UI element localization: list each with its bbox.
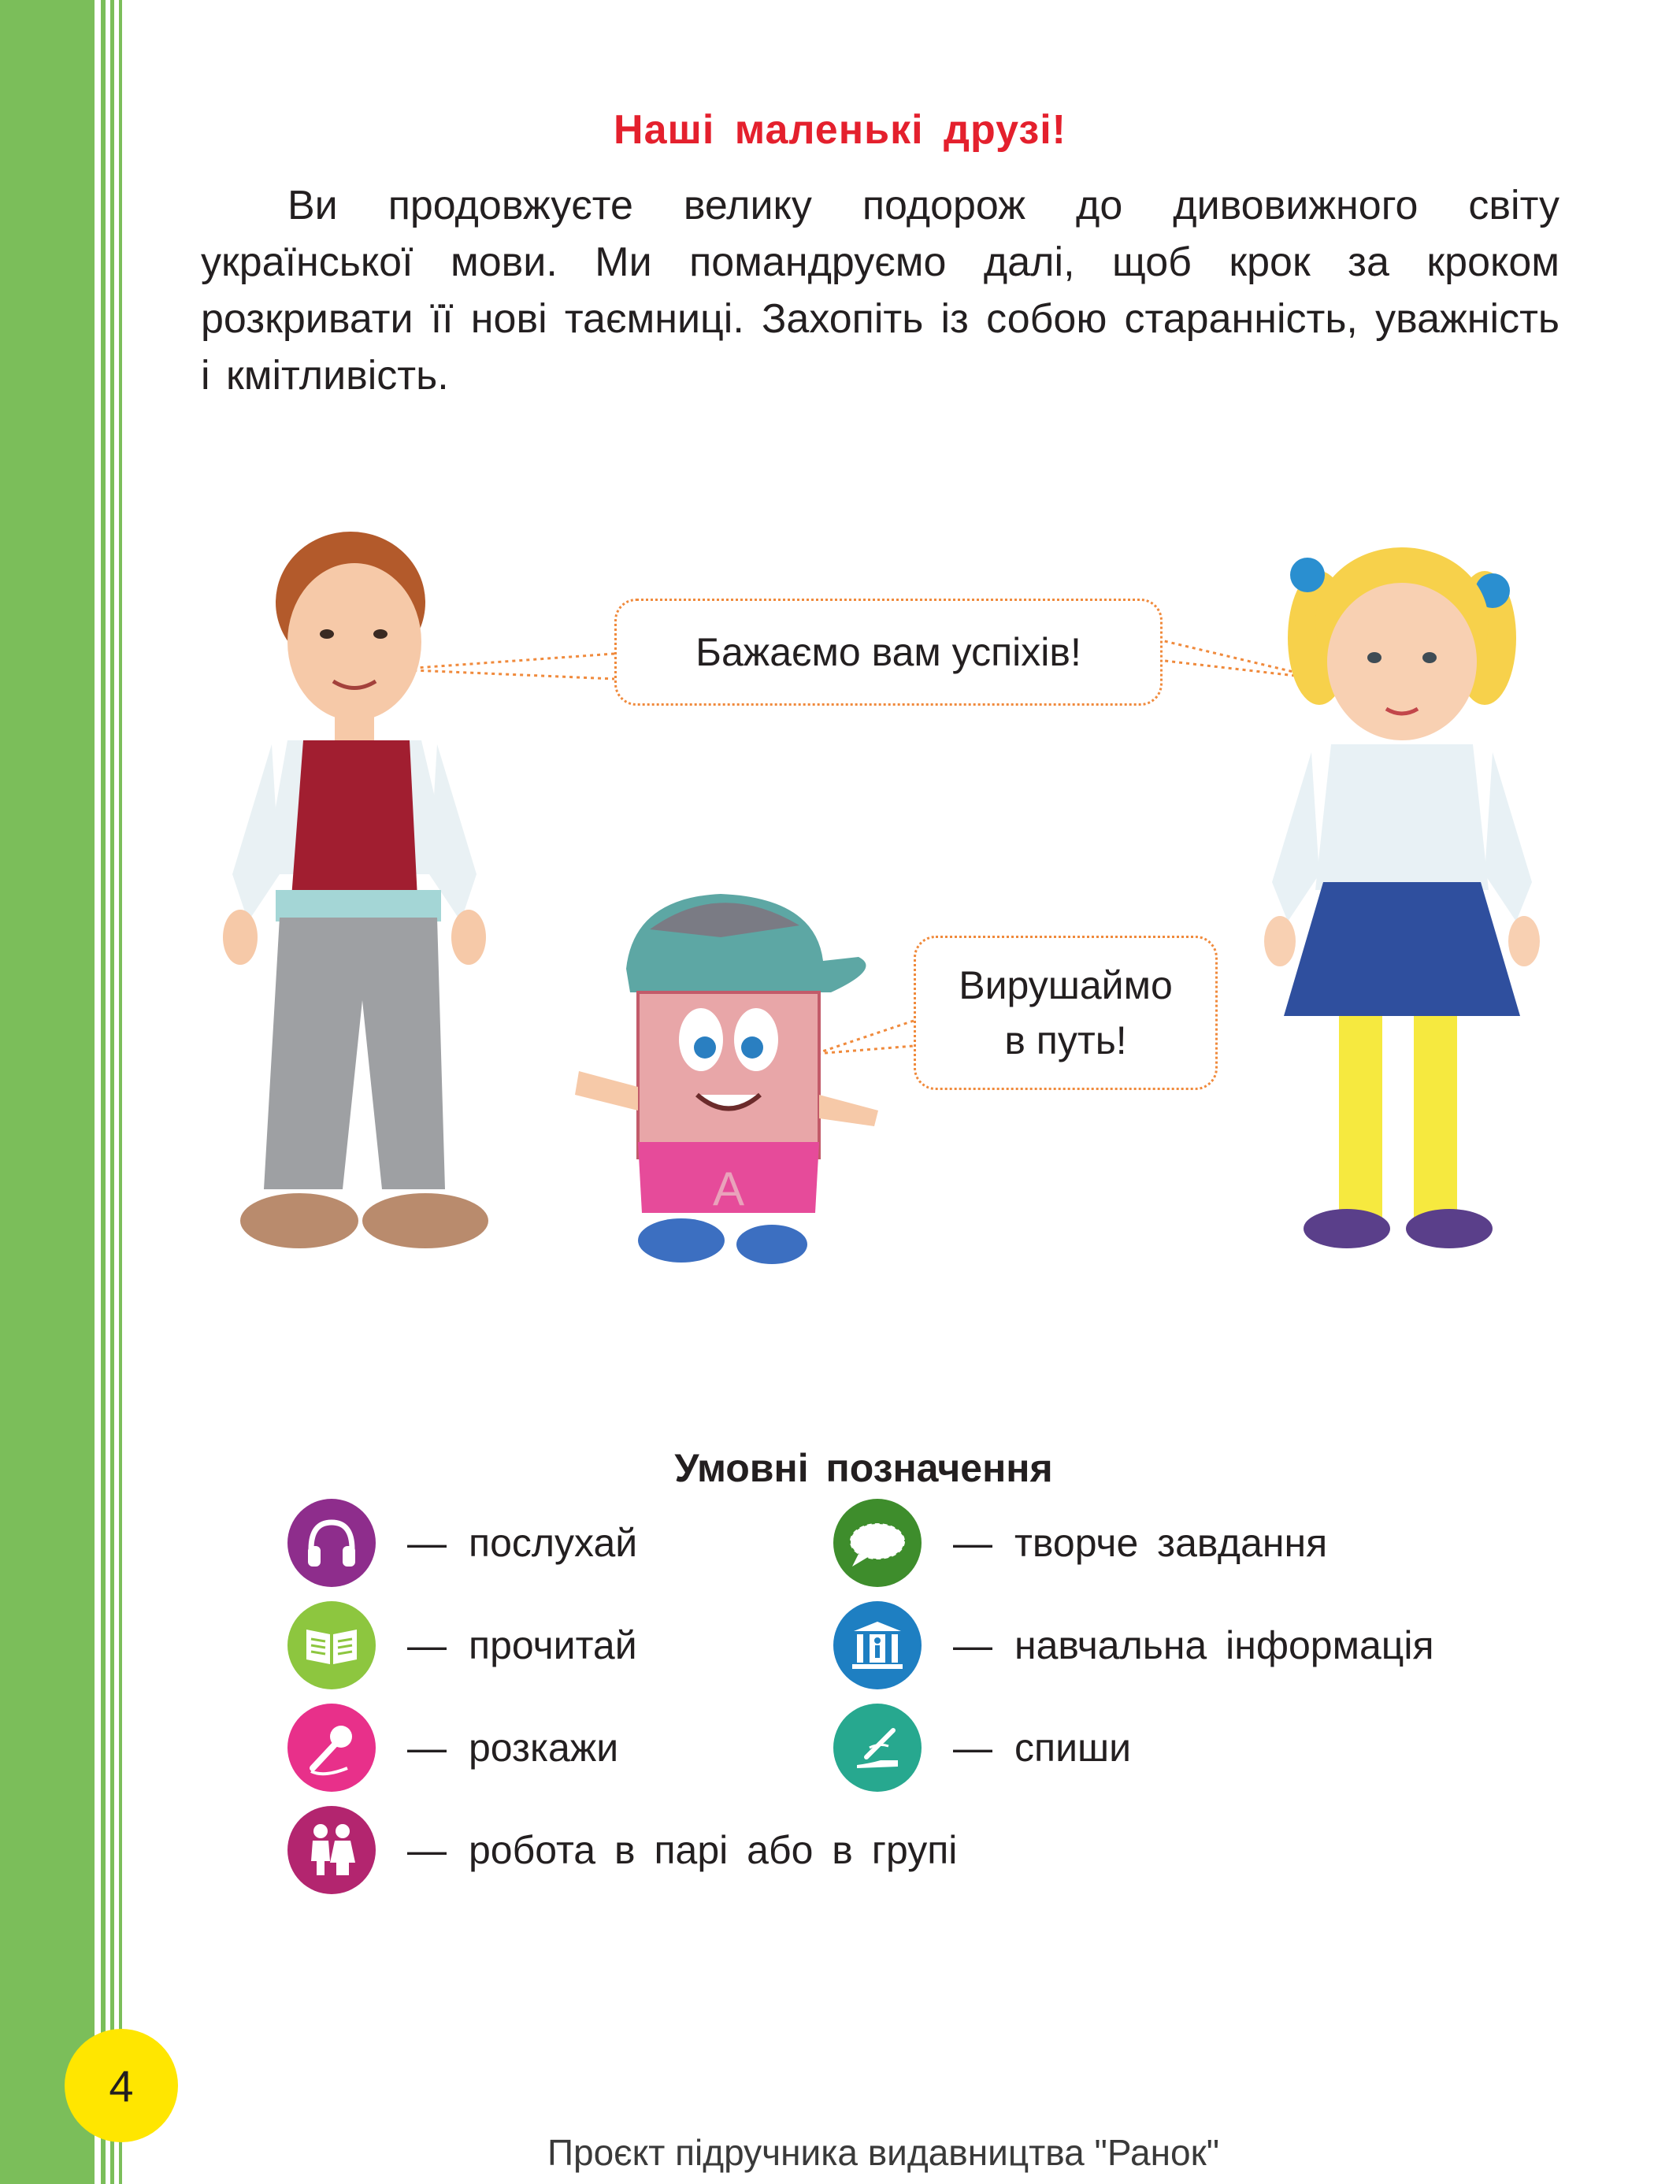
boy-illustration xyxy=(201,528,532,1276)
speech-bubble-mascot xyxy=(914,936,1218,1090)
legend-dash: — xyxy=(953,1726,992,1770)
speech-bubble-wish xyxy=(614,599,1163,706)
mascot-letter: А xyxy=(712,1162,745,1215)
legend-label-creative-task: творче завдання xyxy=(1014,1521,1328,1565)
legend-label-listen: послухай xyxy=(469,1521,638,1565)
microphone-icon xyxy=(287,1704,376,1792)
speech-bubble-wish-text: Бажаємо вам успіхів! xyxy=(695,630,1081,674)
legend-item-pair-work xyxy=(287,1806,957,1894)
speech-bubble-icon xyxy=(833,1499,922,1587)
legend-item-info xyxy=(833,1601,1434,1689)
legend-item-tell xyxy=(287,1704,618,1792)
girl-illustration xyxy=(1244,543,1544,1268)
legend-label-copy: спиши xyxy=(1014,1726,1132,1770)
legend-dash: — xyxy=(407,1623,447,1667)
page-title: Наші маленькі друзі! xyxy=(614,107,1066,153)
legend-dash: — xyxy=(953,1521,992,1565)
legend-dash: — xyxy=(407,1828,447,1872)
legend-dash: — xyxy=(953,1623,992,1667)
legend-label-pair-work: робота в парі або в групі xyxy=(469,1828,958,1872)
legend-item-creative-task xyxy=(833,1499,1327,1587)
info-building-icon xyxy=(833,1601,922,1689)
legend-dash: — xyxy=(407,1521,447,1565)
speech-bubble-mascot-line2: в путь! xyxy=(1004,1018,1127,1062)
write-hand-icon xyxy=(833,1704,922,1792)
legend-dash: — xyxy=(407,1726,447,1770)
footer-note: Проєкт підручника видавництва "Ранок" xyxy=(547,2132,1220,2173)
legend-item-copy xyxy=(833,1704,1131,1792)
pair-children-icon xyxy=(287,1806,376,1894)
mascot-book-illustration xyxy=(563,882,894,1276)
legend-title: Умовні позначення xyxy=(674,1446,1053,1490)
legend-label-tell: розкажи xyxy=(469,1726,619,1770)
open-book-icon xyxy=(287,1601,376,1689)
page-number: 4 xyxy=(65,2029,178,2142)
legend-label-read: прочитай xyxy=(469,1623,637,1667)
headphones-icon xyxy=(287,1499,376,1587)
intro-paragraph: Ви продовжуєте велику подорож до дивовижного світу української мови. Ми помандруємо далі, щоб крок за кроком розкривати її нові таємниці. Захопіть із собою старанність, уважність і кмітливість. xyxy=(201,183,1559,399)
legend-item-listen xyxy=(287,1499,637,1587)
legend-item-read xyxy=(287,1601,637,1689)
speech-bubble-mascot-line1: Вирушаймо xyxy=(959,963,1173,1007)
legend-label-info: навчальна інформація xyxy=(1014,1623,1434,1667)
